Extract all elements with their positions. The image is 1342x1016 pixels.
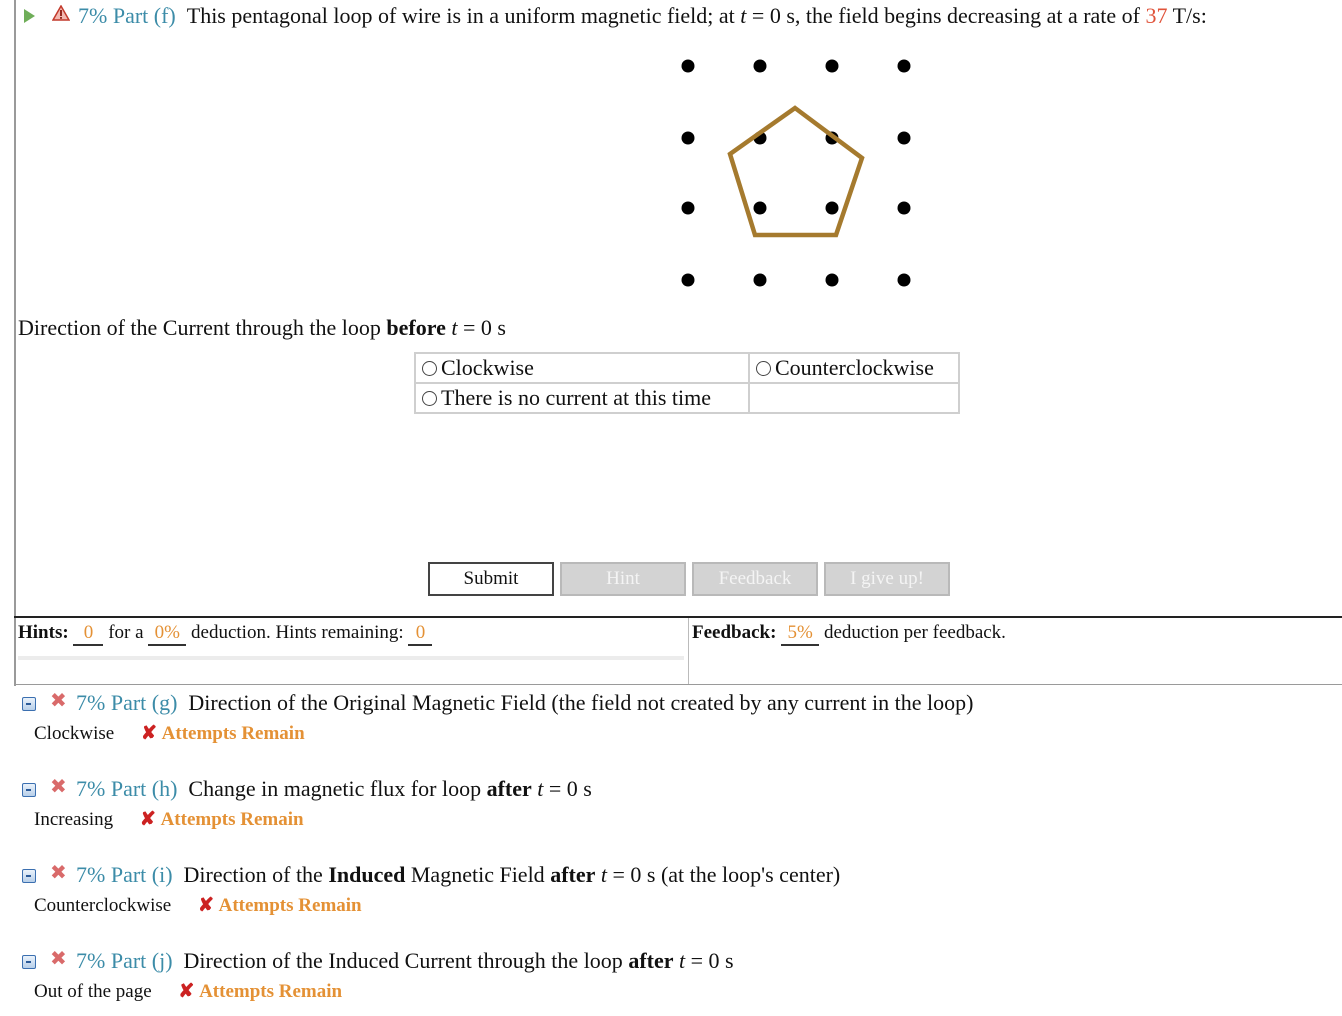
field-out-of-page-dot — [826, 202, 839, 215]
section-divider — [14, 616, 1342, 618]
hints-feedback-divider — [688, 618, 689, 684]
field-out-of-page-dot — [898, 202, 911, 215]
collapse-icon[interactable] — [22, 783, 36, 797]
attempts-status: Attempts Remain — [160, 809, 304, 830]
part-text: Direction of the Original Magnetic Field (the field not created by any current in the loop) — [188, 690, 974, 715]
choice-label: Counterclockwise — [775, 355, 934, 380]
incorrect-x-icon: ✖ — [50, 862, 67, 884]
incorrect-x-icon: ✖ — [50, 948, 67, 970]
question-bold: before — [386, 315, 446, 340]
incorrect-x-icon: ✖ — [50, 690, 67, 712]
t-variable: t — [600, 862, 607, 887]
field-out-of-page-dot — [826, 60, 839, 73]
field-out-of-page-dot — [826, 274, 839, 287]
question-prefix: Direction of the Current through the loop — [18, 315, 387, 340]
give-up-button[interactable]: I give up! — [824, 562, 950, 596]
feedback-deduction-percent: 5% — [781, 622, 819, 646]
part-percent: 7% — [76, 948, 106, 973]
field-out-of-page-dot — [898, 60, 911, 73]
x-mark-icon: ✘ — [197, 895, 214, 916]
part-percent: 7% — [76, 862, 106, 887]
field-out-of-page-dot — [682, 202, 695, 215]
submitted-answer: Out of the page — [34, 981, 152, 1002]
field-out-of-page-dot — [754, 274, 767, 287]
submitted-answer: Increasing — [34, 809, 114, 830]
field-out-of-page-dot — [898, 132, 911, 145]
collapse-icon[interactable] — [22, 697, 36, 711]
feedback-status — [692, 622, 1006, 646]
hints-status — [18, 622, 432, 646]
part-g-answer — [34, 722, 305, 745]
radio-button[interactable] — [422, 361, 437, 376]
part-i-title — [76, 862, 840, 888]
t-variable: t — [537, 776, 544, 801]
part-text-tail: = 0 s — [543, 776, 592, 801]
question-text — [18, 315, 506, 341]
field-out-of-page-dot — [682, 274, 695, 287]
part-text-mid: Magnetic Field — [405, 862, 551, 887]
part-percent: 7% — [76, 776, 106, 801]
rate-units: T/s: — [1167, 3, 1207, 28]
part-label: Part (h) — [110, 776, 178, 801]
hints-label: Hints: — [18, 622, 69, 643]
part-j-answer — [34, 980, 342, 1003]
choice-label: There is no current at this time — [441, 385, 712, 410]
choice-clockwise[interactable] — [415, 353, 749, 383]
x-mark-icon: ✘ — [178, 981, 195, 1002]
field-out-of-page-dot — [898, 274, 911, 287]
submitted-answer: Counterclockwise — [34, 895, 172, 916]
answer-choices-table — [414, 352, 960, 414]
field-out-of-page-dot — [754, 60, 767, 73]
part-f-percent: 7% — [78, 3, 108, 28]
hints-deduction-text: deduction. Hints remaining: — [191, 622, 404, 643]
part-f-text: This pentagonal loop of wire is in a uniform magnetic field; at — [186, 3, 741, 28]
question-suffix: = 0 s — [457, 315, 506, 340]
part-text: Direction of the Induced Current through the loop — [183, 948, 629, 973]
part-h-title — [76, 776, 592, 802]
submitted-answer: Clockwise — [34, 723, 115, 744]
part-g-title — [76, 690, 973, 716]
hints-panel-bar — [18, 656, 684, 660]
part-text-bold: Induced — [328, 862, 406, 887]
expand-play-icon[interactable] — [24, 9, 35, 23]
part-label: Part (g) — [110, 690, 178, 715]
incorrect-x-icon: ✖ — [50, 776, 67, 798]
part-f-label: Part (f) — [112, 3, 176, 28]
part-text: Direction of the — [183, 862, 329, 887]
hints-remaining: 0 — [408, 622, 432, 646]
hints-for-a: for a — [108, 622, 144, 643]
field-out-of-page-dot — [682, 60, 695, 73]
hints-deduction-percent: 0% — [148, 622, 186, 646]
feedback-button[interactable]: Feedback — [692, 562, 818, 596]
part-i-answer — [34, 894, 362, 917]
part-label: Part (i) — [110, 862, 173, 887]
part-text: Change in magnetic flux for loop — [188, 776, 487, 801]
part-text-bold-2: after — [550, 862, 596, 887]
pentagon-loop — [730, 108, 862, 235]
attempts-status: Attempts Remain — [161, 723, 305, 744]
part-text-bold: after — [628, 948, 674, 973]
choice-label: Clockwise — [441, 355, 534, 380]
part-label: Part (j) — [110, 948, 173, 973]
radio-button[interactable] — [422, 391, 437, 406]
choice-empty-cell — [749, 383, 959, 413]
warning-icon — [52, 5, 70, 21]
part-text-tail: = 0 s (at the loop's center) — [607, 862, 841, 887]
section-divider-lower — [14, 684, 1342, 685]
field-out-of-page-dot — [754, 202, 767, 215]
magnetic-field-figure — [660, 40, 930, 310]
part-text-tail: = 0 s — [685, 948, 734, 973]
field-out-of-page-dot — [682, 132, 695, 145]
radio-button[interactable] — [756, 361, 771, 376]
x-mark-icon: ✘ — [140, 723, 157, 744]
hint-button[interactable]: Hint — [560, 562, 686, 596]
field-dots — [682, 60, 911, 287]
question-t-variable: t — [451, 315, 458, 340]
feedback-label: Feedback: — [692, 622, 777, 643]
content-left-border — [14, 0, 16, 686]
feedback-text: deduction per feedback. — [823, 622, 1006, 643]
attempts-status: Attempts Remain — [199, 981, 343, 1002]
part-f-header — [78, 3, 1207, 29]
submit-button[interactable]: Submit — [428, 562, 554, 596]
part-h-answer — [34, 808, 304, 831]
choice-no-current[interactable] — [415, 383, 749, 413]
t-variable: t — [679, 948, 686, 973]
field-rate-value: 37 — [1145, 3, 1168, 28]
t-variable: t — [740, 3, 747, 28]
collapse-icon[interactable] — [22, 869, 36, 883]
hints-count: 0 — [73, 622, 103, 646]
part-j-title — [76, 948, 734, 974]
part-percent: 7% — [76, 690, 106, 715]
part-f-text-eq: = 0 s, the field begins decreasing at a rate of — [746, 3, 1146, 28]
attempts-status: Attempts Remain — [218, 895, 362, 916]
x-mark-icon: ✘ — [139, 809, 156, 830]
part-text-bold: after — [486, 776, 532, 801]
collapse-icon[interactable] — [22, 955, 36, 969]
choice-counterclockwise[interactable] — [749, 353, 959, 383]
